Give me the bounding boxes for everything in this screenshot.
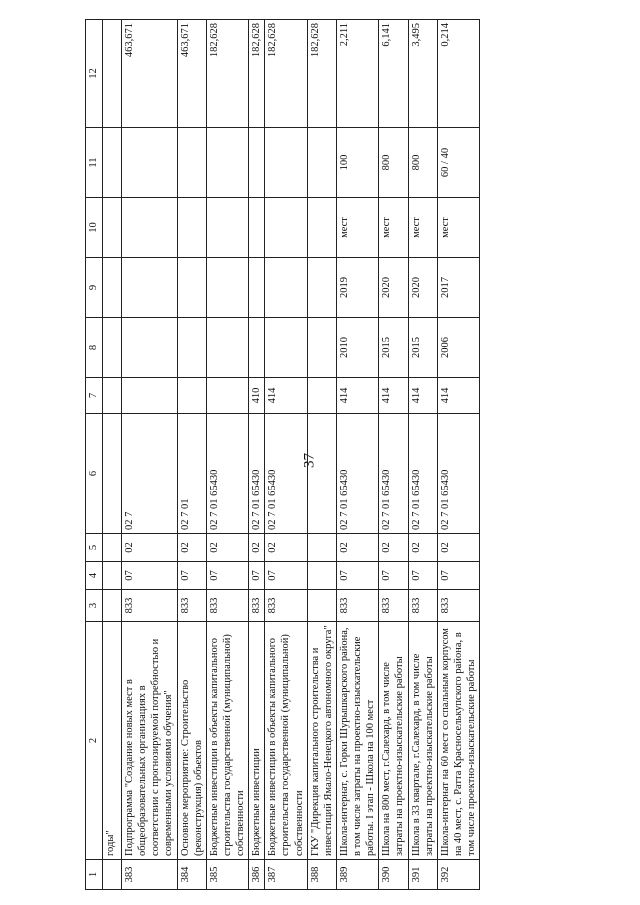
row-number-cell: 384 (177, 860, 206, 890)
row-value-cell: 414 (408, 378, 437, 414)
continuation-text: годы" (103, 622, 122, 860)
row-value-cell: 833 (265, 590, 307, 622)
row-name-cell: Школа-интернат на 60 мест со спальным корпусом на 40 мест, с. Ратта Красноселькупского района, в том числе проектно-изыскательские работы (437, 622, 479, 860)
row-value-cell: 833 (379, 590, 408, 622)
row-value-cell: мест (336, 198, 378, 258)
row-value-cell: 02 (249, 534, 265, 562)
row-value-cell (177, 198, 206, 258)
row-value-cell: 2020 (408, 258, 437, 318)
row-value-cell: 02 7 01 65430 (437, 414, 479, 534)
row-value-cell (249, 128, 265, 198)
row-value-cell: 2010 (336, 318, 378, 378)
row-value-cell: мест (437, 198, 479, 258)
row-value-cell: 414 (437, 378, 479, 414)
header-cell: 10 (86, 198, 103, 258)
row-value-cell: 182,628 (249, 20, 265, 128)
row-value-cell (122, 128, 178, 198)
header-cell: 12 (86, 20, 103, 128)
row-value-cell (122, 198, 178, 258)
table-row (379, 20, 408, 890)
row-value-cell (122, 378, 178, 414)
row-value-cell: 833 (177, 590, 206, 622)
row-value-cell: 02 (265, 534, 307, 562)
row-name-cell: Школа-интернат, с. Горки Шурышкарского района, в том числе затраты на проектно-изыскательские работы. I этап - Школа на 100 мест (336, 622, 378, 860)
row-value-cell: 800 (379, 128, 408, 198)
row-name-cell: ГКУ "Дирекция капитального строительства и инвестиций Ямало-Ненецкого автономного округа" (307, 622, 336, 860)
row-value-cell (249, 258, 265, 318)
row-value-cell (206, 378, 248, 414)
row-value-cell: 02 7 (122, 414, 178, 534)
row-value-cell: 02 (206, 534, 248, 562)
row-value-cell: 07 (336, 562, 378, 590)
row-value-cell: 02 7 01 65430 (206, 414, 248, 534)
row-value-cell: 02 (379, 534, 408, 562)
row-value-cell: 2020 (379, 258, 408, 318)
row-value-cell: 800 (408, 128, 437, 198)
header-cell: 1 (86, 860, 103, 890)
row-number-cell: 388 (307, 860, 336, 890)
table-row (437, 20, 479, 890)
table-row (307, 20, 336, 890)
row-value-cell (206, 128, 248, 198)
row-value-cell: 02 7 01 65430 (379, 414, 408, 534)
row-value-cell: 2015 (379, 318, 408, 378)
row-value-cell: 833 (249, 590, 265, 622)
row-value-cell: 414 (265, 378, 307, 414)
row-value-cell (307, 590, 336, 622)
row-value-cell: 2015 (408, 318, 437, 378)
row-value-cell: мест (379, 198, 408, 258)
page-number: 37 (301, 453, 318, 468)
header-cell: 11 (86, 128, 103, 198)
row-value-cell (307, 414, 336, 534)
row-value-cell: 410 (249, 378, 265, 414)
row-value-cell: 6,141 (379, 20, 408, 128)
row-value-cell (206, 198, 248, 258)
row-value-cell (177, 258, 206, 318)
row-value-cell: 2006 (437, 318, 479, 378)
row-value-cell: 02 (177, 534, 206, 562)
row-value-cell (307, 128, 336, 198)
row-value-cell: 02 (122, 534, 178, 562)
row-value-cell: 0,214 (437, 20, 479, 128)
table-row (336, 20, 378, 890)
row-number-cell: 391 (408, 860, 437, 890)
row-value-cell: 182,628 (265, 20, 307, 128)
row-value-cell: 414 (336, 378, 378, 414)
row-value-cell: 833 (122, 590, 178, 622)
row-value-cell (177, 378, 206, 414)
row-value-cell: 07 (249, 562, 265, 590)
row-value-cell: 60 / 40 (437, 128, 479, 198)
row-value-cell: 463,671 (177, 20, 206, 128)
row-value-cell (249, 198, 265, 258)
row-value-cell (307, 198, 336, 258)
row-value-cell (122, 258, 178, 318)
row-value-cell: 463,671 (122, 20, 178, 128)
row-value-cell: 833 (408, 590, 437, 622)
row-value-cell: 07 (437, 562, 479, 590)
row-value-cell: 2017 (437, 258, 479, 318)
row-value-cell (206, 318, 248, 378)
row-value-cell: 02 7 01 65430 (408, 414, 437, 534)
table-row (122, 20, 178, 890)
row-value-cell (265, 318, 307, 378)
row-value-cell: 2,211 (336, 20, 378, 128)
row-value-cell (122, 318, 178, 378)
table-row (249, 20, 265, 890)
row-value-cell: 182,628 (307, 20, 336, 128)
row-name-cell: Бюджетные инвестиции (249, 622, 265, 860)
row-value-cell: 100 (336, 128, 378, 198)
continuation-row (103, 20, 122, 890)
row-name-cell: Бюджетные инвестиции в объекты капитального строительства государственной (муниципальной) собственности (206, 622, 248, 860)
row-number-cell: 389 (336, 860, 378, 890)
row-value-cell: 07 (379, 562, 408, 590)
budget-table (85, 19, 480, 890)
row-value-cell (265, 258, 307, 318)
header-cell: 2 (86, 622, 103, 860)
row-value-cell: 02 7 01 65430 (336, 414, 378, 534)
row-value-cell (307, 258, 336, 318)
row-value-cell: 833 (206, 590, 248, 622)
row-value-cell: 414 (379, 378, 408, 414)
row-value-cell: 07 (122, 562, 178, 590)
header-cell: 9 (86, 258, 103, 318)
row-number-cell: 385 (206, 860, 248, 890)
header-cell: 4 (86, 562, 103, 590)
row-value-cell (307, 378, 336, 414)
row-value-cell: 182,628 (206, 20, 248, 128)
row-value-cell (265, 198, 307, 258)
header-cell: 7 (86, 378, 103, 414)
row-name-cell: Бюджетные инвестиции в объекты капитального строительства государственной (муниципальной) собственности (265, 622, 307, 860)
row-number-cell: 392 (437, 860, 479, 890)
row-value-cell: 02 (437, 534, 479, 562)
row-value-cell (265, 128, 307, 198)
row-value-cell: 07 (206, 562, 248, 590)
row-value-cell (177, 318, 206, 378)
header-cell: 5 (86, 534, 103, 562)
table-row (408, 20, 437, 890)
row-name-cell: Школа в 33 квартале, г.Салехард, в том числе затраты на проектно-изыскательские работы (408, 622, 437, 860)
row-value-cell: 02 (336, 534, 378, 562)
table-row (265, 20, 307, 890)
row-value-cell (177, 128, 206, 198)
row-value-cell (307, 534, 336, 562)
row-value-cell: 02 (408, 534, 437, 562)
row-number-cell: 387 (265, 860, 307, 890)
header-cell: 8 (86, 318, 103, 378)
row-value-cell (206, 258, 248, 318)
row-name-cell: Основное мероприятие: Строительство (реконструкция) объектов (177, 622, 206, 860)
row-value-cell: 833 (336, 590, 378, 622)
row-value-cell: 833 (437, 590, 479, 622)
row-value-cell: 02 7 01 65430 (265, 414, 307, 534)
table-row (206, 20, 248, 890)
row-value-cell: 02 7 01 (177, 414, 206, 534)
row-value-cell: 2019 (336, 258, 378, 318)
row-value-cell: 3,495 (408, 20, 437, 128)
row-value-cell: 02 7 01 65430 (249, 414, 265, 534)
rotated-table-container (85, 20, 640, 890)
row-value-cell (307, 562, 336, 590)
row-name-cell: Школа на 800 мест, г.Салехард, в том числе затраты на проектно-изыскательские работы (379, 622, 408, 860)
row-number-cell: 390 (379, 860, 408, 890)
row-value-cell: 07 (177, 562, 206, 590)
row-number-cell: 386 (249, 860, 265, 890)
row-name-cell: Подпрограмма "Создание новых мест в общеобразовательных организациях в соответствии с прогнозируемой потребностью и современными условиями обучения" (122, 622, 178, 860)
header-cell: 6 (86, 414, 103, 534)
row-value-cell (307, 318, 336, 378)
header-cell: 3 (86, 590, 103, 622)
row-value-cell: мест (408, 198, 437, 258)
row-number-cell: 383 (122, 860, 178, 890)
row-value-cell: 07 (408, 562, 437, 590)
table-row (177, 20, 206, 890)
row-value-cell: 07 (265, 562, 307, 590)
header-row (86, 20, 103, 890)
row-value-cell (249, 318, 265, 378)
